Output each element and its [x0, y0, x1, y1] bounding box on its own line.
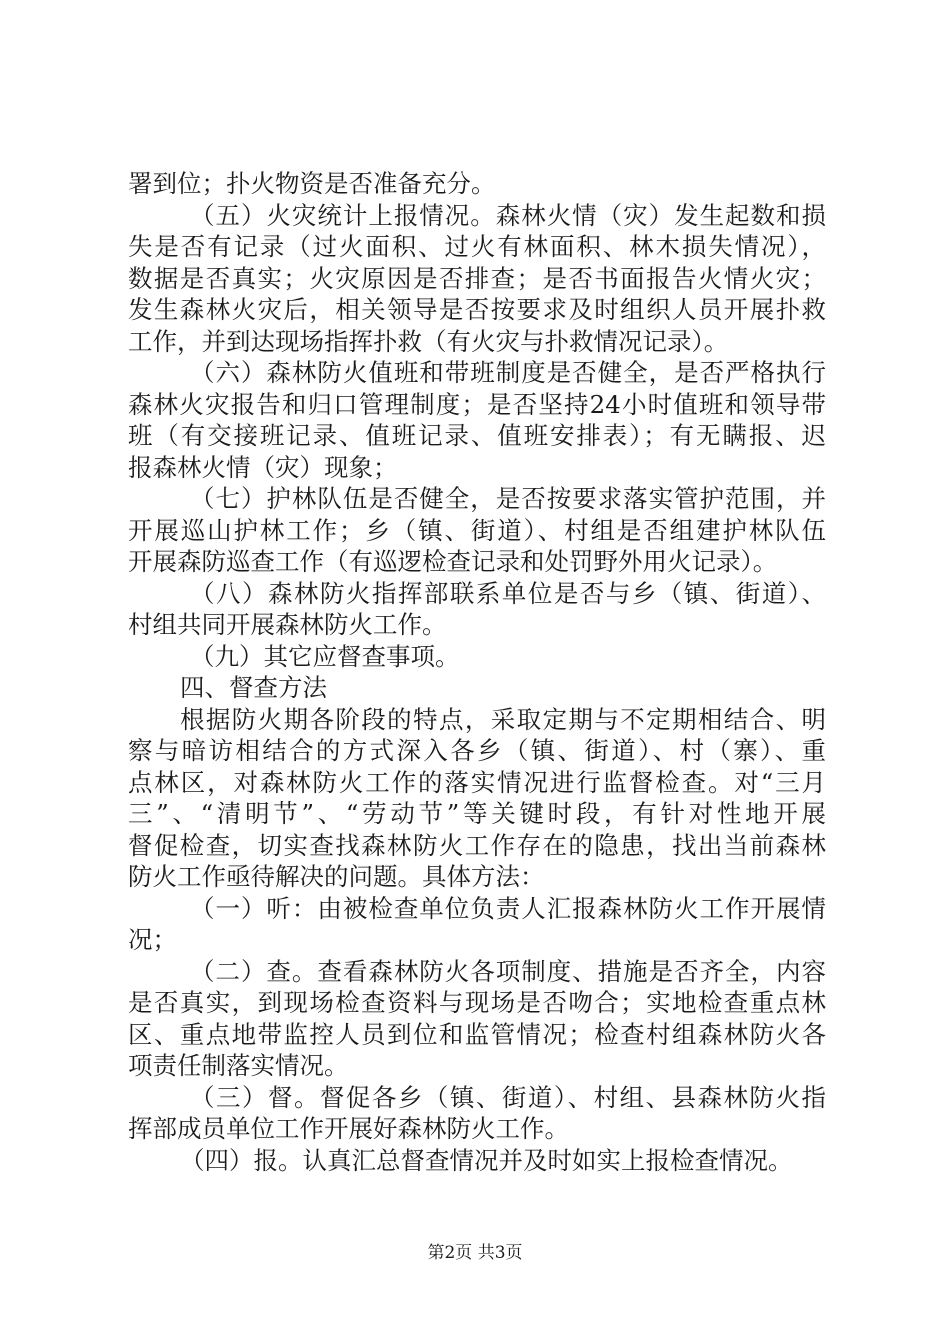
text-line: 三”、“清明节”、“劳动节”等关键时段，有针对性地开展	[128, 799, 826, 828]
text-line: 是否真实，到现场检查资料与现场是否吻合；实地检查重点林	[128, 988, 826, 1017]
text-line: 工作，并到达现场指挥扑救（有火灾与扑救情况记录）。	[128, 327, 729, 356]
text-line: 况；	[128, 925, 177, 954]
text-line: （六）森林防火值班和带班制度是否健全，是否严格执行	[190, 358, 826, 387]
text-line: （九）其它应督查事项。	[190, 642, 460, 671]
text-line: 开展森防巡查工作（有巡逻检查记录和处罚野外用火记录）。	[128, 547, 778, 576]
text-line: （二）查。查看森林防火各项制度、措施是否齐全，内容	[190, 957, 826, 986]
text-line: （三）督。督促各乡（镇、街道）、村组、县森林防火指	[190, 1083, 826, 1112]
text-line: 失是否有记录（过火面积、过火有林面积、林木损失情况），	[128, 232, 826, 261]
text-line: 根据防火期各阶段的特点，采取定期与不定期相结合、明	[180, 705, 826, 734]
text-line: 防火工作亟待解决的问题。具体方法：	[128, 862, 545, 891]
text-line: 班（有交接班记录、值班记录、值班安排表）；有无瞒报、迟	[128, 421, 826, 450]
text-line: （八）森林防火指挥部联系单位是否与乡（镇、街道）、	[190, 579, 826, 608]
text-line: 森林火灾报告和归口管理制度；是否坚持24小时值班和领导带	[128, 390, 826, 419]
text-line: 村组共同开展森林防火工作。	[128, 610, 447, 639]
text-line: 署到位；扑火物资是否准备充分。	[128, 169, 496, 198]
text-line: （七）护林队伍是否健全，是否按要求落实管护范围，并	[190, 484, 826, 513]
text-line: 点林区，对森林防火工作的落实情况进行监督检查。对“三月	[128, 768, 826, 797]
text-line: 报森林火情（灾）现象；	[128, 453, 398, 482]
text-line: 数据是否真实；火灾原因是否排查；是否书面报告火情火灾；	[128, 264, 826, 293]
text-line: 区、重点地带监控人员到位和监管情况；检查村组森林防火各	[128, 1020, 826, 1049]
text-line: 发生森林火灾后，相关领导是否按要求及时组织人员开展扑救	[128, 295, 826, 324]
text-line: 察与暗访相结合的方式深入各乡（镇、街道）、村（寨）、重	[128, 736, 826, 765]
text-line: （四）报。认真汇总督查情况并及时如实上报检查情况。	[180, 1146, 793, 1175]
text-line: 项责任制落实情况。	[128, 1051, 349, 1080]
text-line: 督促检查，切实查找森林防火工作存在的隐患，找出当前森林	[128, 831, 826, 860]
text-line: 开展巡山护林工作；乡（镇、街道）、村组是否组建护林队伍	[128, 516, 826, 545]
text-line: （五）火灾统计上报情况。森林火情（灾）发生起数和损	[190, 201, 826, 230]
text-line: 挥部成员单位工作开展好森林防火工作。	[128, 1114, 569, 1143]
section-heading: 四、督查方法	[180, 673, 327, 702]
text-line: （一）听：由被检查单位负责人汇报森林防火工作开展情	[190, 894, 826, 923]
page-number-footer: 第2页 共3页	[427, 1243, 523, 1263]
